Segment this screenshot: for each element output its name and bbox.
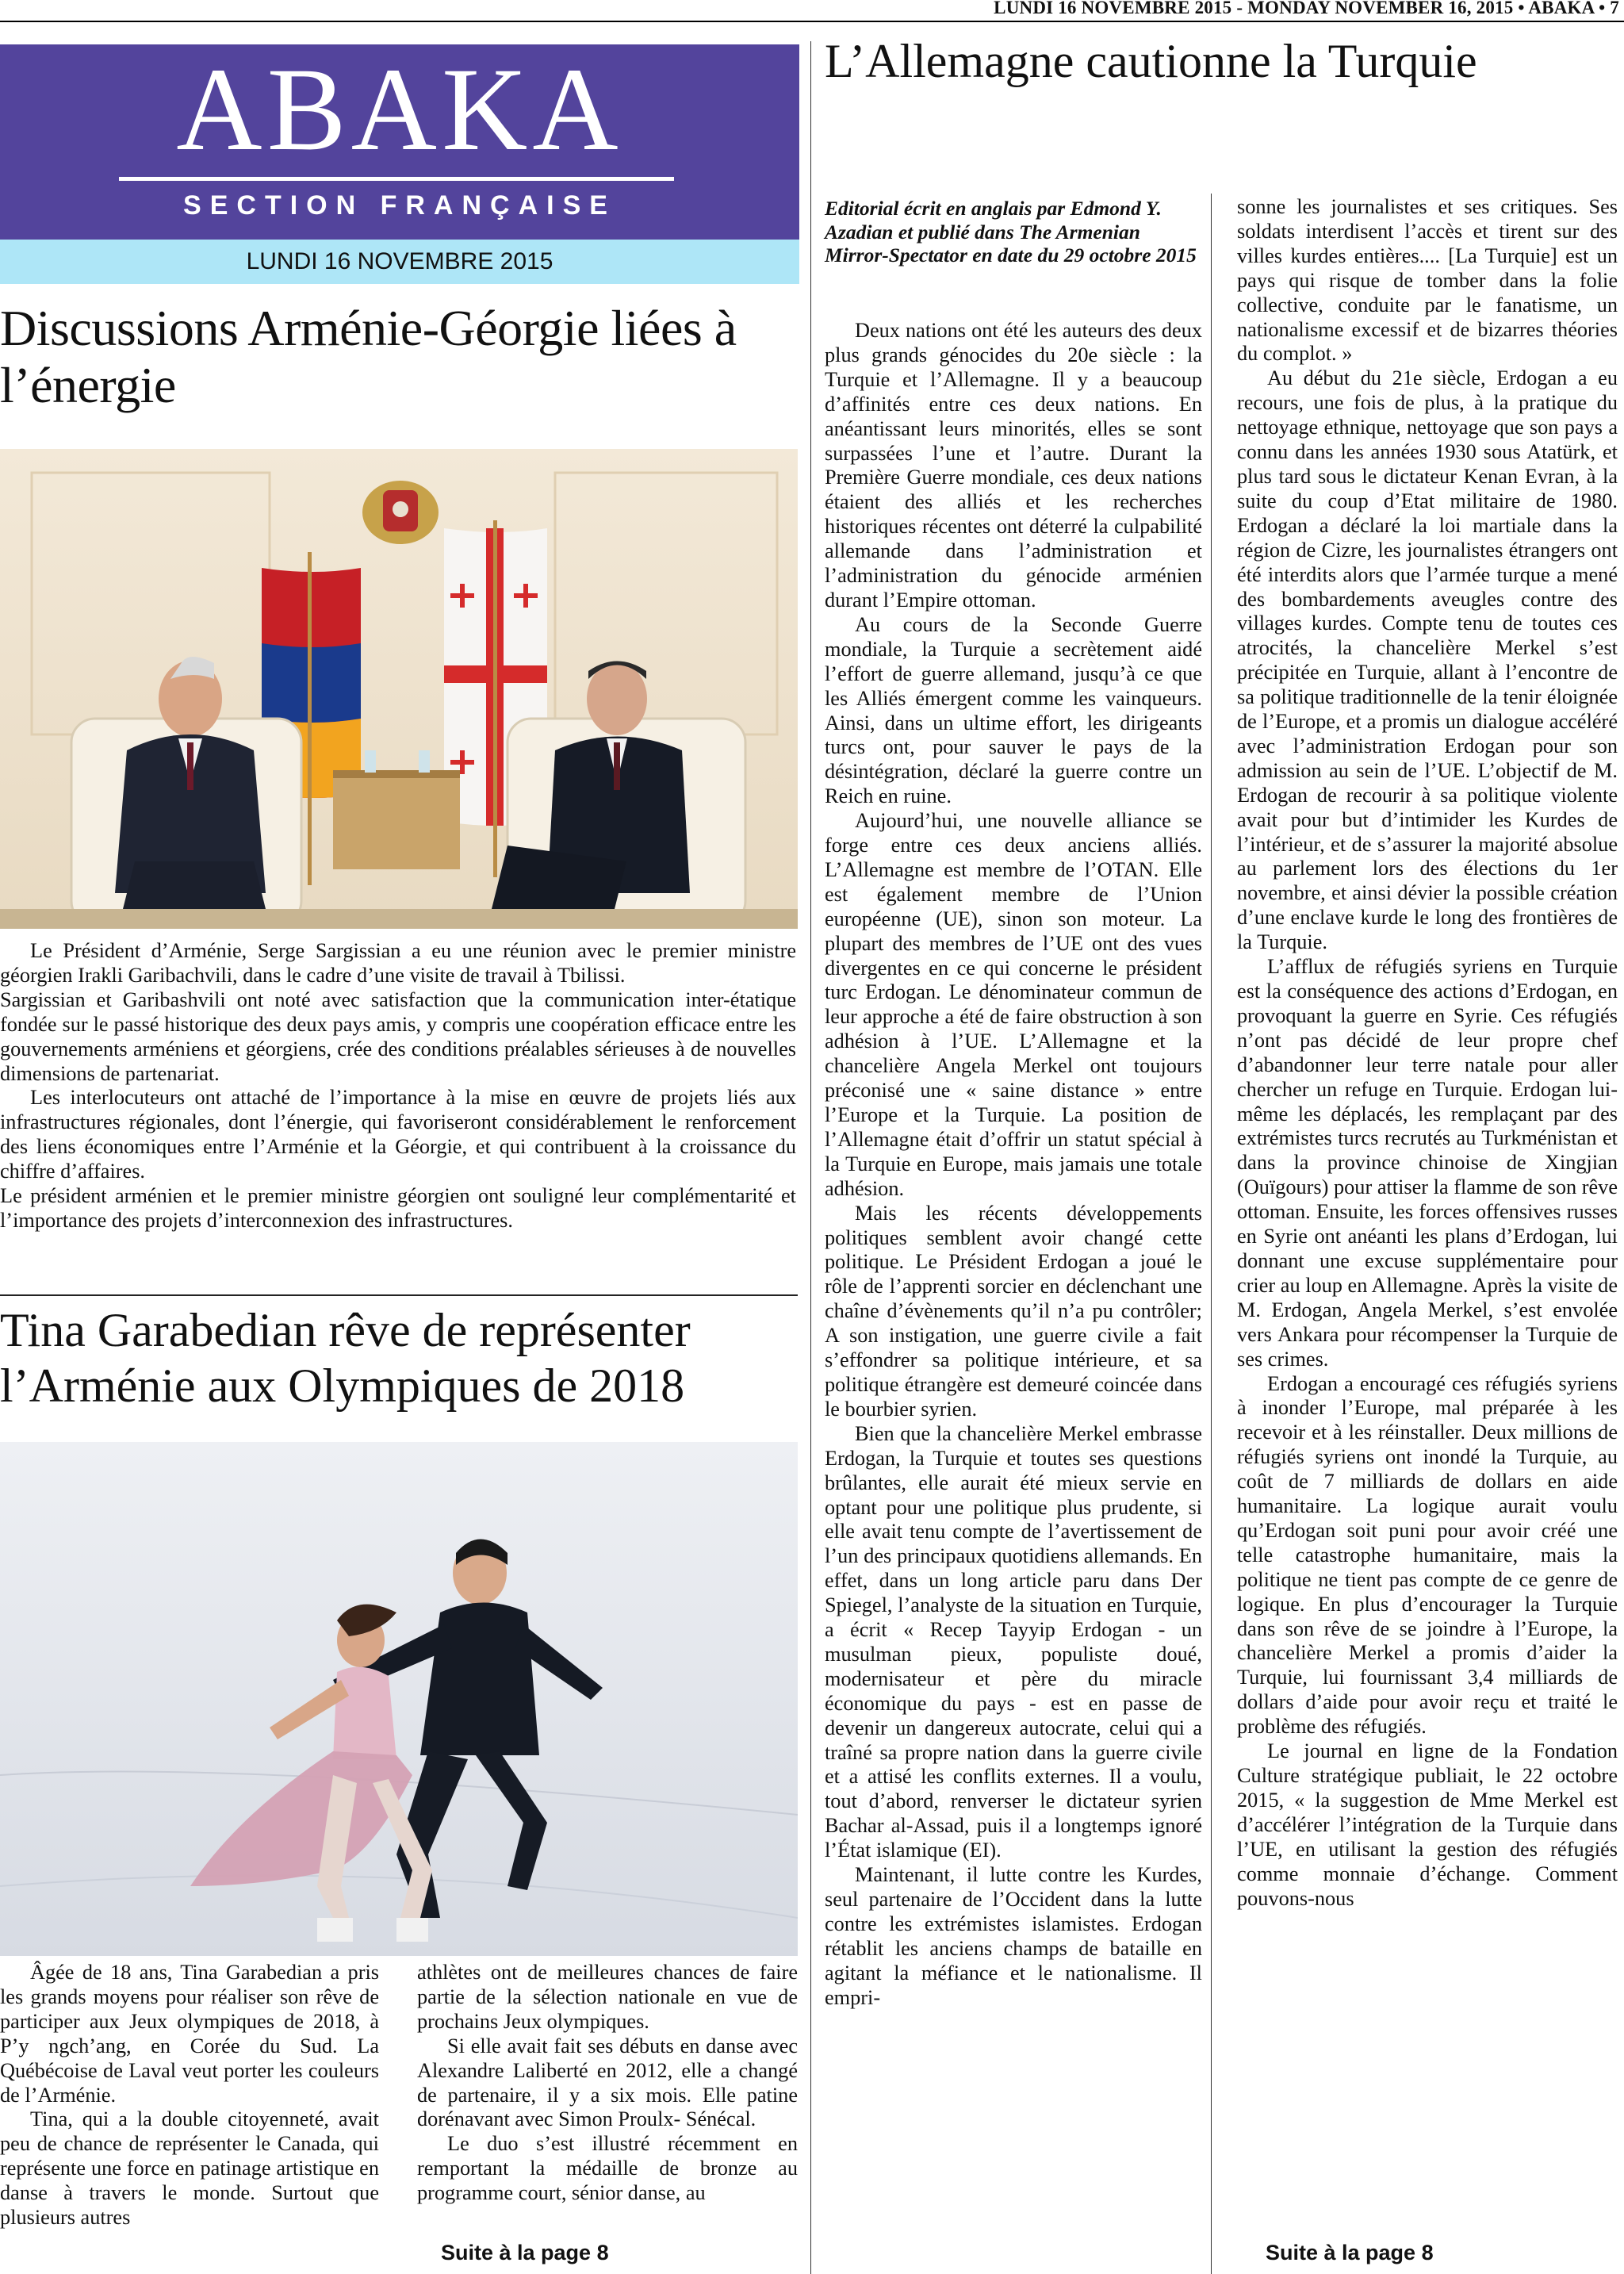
article3-paragraph: Bien que la chancelière Merkel embrasse Erdogan, la Turquie et toutes ses questions brûlantes, elle aurait été mieux servie en optant pour une politique plus prudente, si elle avait tenu compte de l’avertissement de l’un des principaux quotidiens allemands. En effet, dans un long article paru dans Der Spiegel, l’analyste de la situation en Turquie, a écrit « Recep Tayyip Erdogan - un musulman pieux, populiste doué, modernisateur et père du miracle économique du pays - est en passe de devenir un dangereux autocrate, celui qui a traîné sa propre nation dans la guerre civile et a attisé les conflits externes. Il a voulu, tout d’abord, renverser le dictateur syrien Bachar al-Assad, puis il a longtemps ignoré l’État islamique (EI). — [825, 1421, 1202, 1862]
article2-paragraph: Tina, qui a la double citoyenneté, avait peu de chance de représenter le Canada, qui représente une force en patinage artistique en danse à travers le monde. Surtout que plusieurs autres — [0, 2107, 379, 2230]
article1-paragraph: Le Président d’Arménie, Serge Sargissian a eu une réunion avec le premier ministre géorgien Irakli Garibachvili, dans le cadre d’une visite de travail à Tbilissi. — [0, 939, 796, 987]
article3-paragraph: sonne les journalistes et ses critiques. Ses soldats interdisent l’accès et tirent sur des villes kurdes entières.... [La Turquie] est un pays qui risque de tomber dans la folie collective, conduite par le fanatisme, un nationalisme excessif et de bizarres théories du complot. » — [1237, 195, 1618, 366]
article3-paragraph: Aujourd’hui, une nouvelle alliance se forge entre ces deux anciens alliés. L’Allemagne est membre de l’OTAN. Elle est également membre de l’Union européenne (UE), sinon son moteur. La plupart des membres de l’UE ont des vues divergentes en ce qui concerne le président turc Erdogan. Le dénominateur commun de leur approche a été de faire obstruction à son adhésion à l’UE. L’Allemagne et la chancelière Angela Merkel ont toujours préconisé une « saine distance » entre l’Europe et la Turquie. La position de l’Allemagne était d’offrir un statut spécial à la Turquie en Europe, mais jamais une totale adhésion. — [825, 809, 1202, 1200]
article3-paragraph: Le journal en ligne de la Fondation Culture stratégique publiait, le 22 octobre 2015, « la suggestion de Mme Merkel est d’accélérer l’intégration de la Turquie dans l’UE, en utilisant la gestion des réfugiés comme monnaie d’échange. Comment pouvons-nous — [1237, 1739, 1618, 1910]
masthead-logo: ABAKA — [176, 44, 623, 175]
article2-headline: Tina Garabedian rêve de représenter l’Arménie aux Olympiques de 2018 — [0, 1304, 691, 1412]
article2-column-2 — [417, 1961, 798, 2206]
article1-paragraph: Le président arménien et le premier ministre géorgien ont souligné leur complémentarité et l’importance des projets d’interconnexion des infrastructures. — [0, 1184, 796, 1232]
article3-column-1 — [825, 319, 1202, 2011]
article2-paragraph: athlètes ont de meilleures chances de faire partie de la sélection nationale en vue de prochains Jeux olympiques. — [417, 1961, 798, 2033]
article3-paragraph: Maintenant, il lutte contre les Kurdes, seul partenaire de l’Occident dans la lutte contre les extrémistes islamistes. Erdogan rétablit les anciens champs de bataille en agitant la méfiance et le nationalisme. Il empri- — [825, 1863, 1202, 2009]
article3-paragraph: Mais les récents développements politiques semblent avoir changé cette politique. Le Président Erdogan a joué le rôle de l’apprenti sorcier en déclenchant une chaîne d’évènements qu’il n’a pu contrôler; A son instigation, une guerre civile a fait s’effondrer sa politique intérieure, et sa politique étrangère est demeuré coincée dans le bourbier syrien. — [825, 1201, 1202, 1421]
article3-paragraph: Erdogan a encouragé ces réfugiés syriens à inonder l’Europe, mal préparée à les recevoir et à les réinstaller. Deux millions de réfugiés syriens ont inondé la Turquie, au coût de 7 milliards de dollars en aide humanitaire. La logique aurait voulu qu’Erdogan soit puni pour avoir créé une telle catastrophe humanitaire, mais la politique ne tient pas compte de ce genre de logique. En plus d’encourager la Turquie dans son rêve de se joindre à l’Europe, la chancelière Merkel a promis d’aider la Turquie, lui fournissant 3,4 milliards de dollars d’aide pour avoir reçu et traité le problème des réfugiés. — [1237, 1371, 1618, 1739]
article3-paragraph: Deux nations ont été les auteurs des deux plus grands génocides du 20e siècle : la Turquie et l’Allemagne. Il y a beaucoup d’affinités entre ces deux nations. En anéantissant leurs minorités, elles se sont surpassées l’une et l’autre. Durant la Première Guerre mondiale, ces deux nations étaient des alliés et les recherches historiques récentes ont déterré la culpabilité allemande dans l’administration et l’administration du génocide arménien durant l’Empire ottoman. — [825, 319, 1202, 612]
article1-headline: Discussions Arménie-Géorgie liées à l’énergie — [0, 300, 737, 413]
article3-byline: Editorial écrit en anglais par Edmond Y. Azadian et publié dans The Armenian Mirror-Spectator en date du 29 octobre 2015 — [825, 197, 1197, 267]
article2-continued: Suite à la page 8 — [441, 2241, 609, 2264]
masthead-divider — [119, 177, 674, 181]
column-rule — [1211, 194, 1212, 2274]
article1-body — [0, 939, 796, 1233]
article3-headline: L’Allemagne cautionne la Turquie — [825, 35, 1477, 87]
article2-paragraph: Si elle avait fait ses débuts en danse avec Alexandre Laliberté en 2012, elle a changé de partenaire, il y a six mois. Elle patine dorénavant avec Simon Proulx- Sénécal. — [417, 2034, 798, 2131]
ice-dance-photo-icon — [0, 1442, 798, 1956]
article2-paragraph: Le duo s’est illustré récemment en remportant la médaille de bronze au programme court, sénior danse, au — [417, 2132, 798, 2205]
article3-paragraph: Au début du 21e siècle, Erdogan a eu recours, une fois de plus, à la pratique du nettoyage ethnique, nettoyage que son pays a connu dans les années 1930 sous Atatürk, et plus tard sous le dictateur Kenan Evran, à la suite du coup d’Etat militaire de 1980. Erdogan a déclaré la loi martiale dans la région de Cizre, les journalistes étrangers ont été interdits alors que l’armée turque a mené des bombardements aveugles contre des villages kurdes. Compte tenu de toutes ces atrocités, la chancelière Merkel s’est précipitée en Turquie, allant à l’encontre de sa politique traditionnelle de la tenir éloignée de l’Europe, et a promis un dialogue accéléré avec l’administration Erdogan pour son admission au sein de l’UE. L’objectif de M. Erdogan de recourir à sa politique violente avait pour but d’intimider les Kurdes de l’intérieur, et de s’assurer la majorité absolue au parlement lors des élections du 1er novembre, et ainsi dévier la possible création d’une enclave kurde le long des frontières de la Turquie. — [1237, 366, 1618, 954]
section-divider — [0, 1294, 798, 1296]
article3-paragraph: L’afflux de réfugiés syriens en Turquie est la conséquence des actions d’Erdogan, en provoquant la guerre en Syrie. Ces réfugiés n’ont pas décidé de leur propre chef d’abandonner leur terre natale pour aller chercher un refuge en Turquie. Erdogan lui-même les déplacés, les remplaçant par des extrémistes turcs recrutés au Turkménistan et dans la province chinoise de Xingjian (Ouïgours) pour attiser la flamme de son rêve ottoman. Ensuite, les forces offensives russes en Syrie ont anéanti les plans d’Erdogan, lui donnant une excuse supplémentaire pour crier au loup en Allemagne. Après la visite de M. Erdogan, Angela Merkel, s’est envolée vers Ankara pour récompenser la Turquie de ses crimes. — [1237, 955, 1618, 1371]
article1-paragraph: Sargissian et Garibashvili ont noté avec satisfaction que la communication inter-étatique fondée sur le passé historique des deux pays amis, y compris une coopération efficace entre les gouvernements arméniens et géorgiens, crée des conditions préalables sérieuses à de nouvelles dimensions de partenariat. — [0, 987, 796, 1085]
masthead-date: LUNDI 16 NOVEMBRE 2015 — [0, 240, 799, 284]
article3-column-2 — [1237, 195, 1618, 1911]
masthead-section: SECTION FRANÇAISE — [183, 190, 616, 220]
article3-continued: Suite à la page 8 — [1266, 2241, 1434, 2264]
article2-paragraph: Âgée de 18 ans, Tina Garabedian a pris les grands moyens pour réaliser son rêve de participer aux Jeux olympiques de 2018, à P’y ngch’ang, en Corée du Sud. La Québécoise de Laval veut porter les couleurs de l’Arménie. — [0, 1961, 379, 2107]
running-header: LUNDI 16 NOVEMBRE 2015 - MONDAY NOVEMBER 16, 2015 • ABAKA • 7 — [994, 0, 1619, 17]
article3-paragraph: Au cours de la Seconde Guerre mondiale, la Turquie a secrètement aidé l’effort de guerre allemand, jusqu’à ce que les Alliés émergent comme les vainqueurs. Ainsi, dans un ultime effort, les dirigeants turcs ont, pour sauver le pays de la désintégration, déclaré la guerre contre un Reich en ruine. — [825, 612, 1202, 808]
article1-paragraph: Les interlocuteurs ont attaché de l’importance à la mise en œuvre de projets liés aux infrastructures régionales, dont l’énergie, qui favoriseront considérablement le renforcement des liens économiques entre l’Arménie et la Géorgie, et qui contribuent à la croissance du chiffre d’affaires. — [0, 1086, 796, 1183]
article2-column-1 — [0, 1961, 379, 2230]
meeting-photo-icon — [0, 449, 798, 929]
column-rule — [810, 41, 811, 2274]
